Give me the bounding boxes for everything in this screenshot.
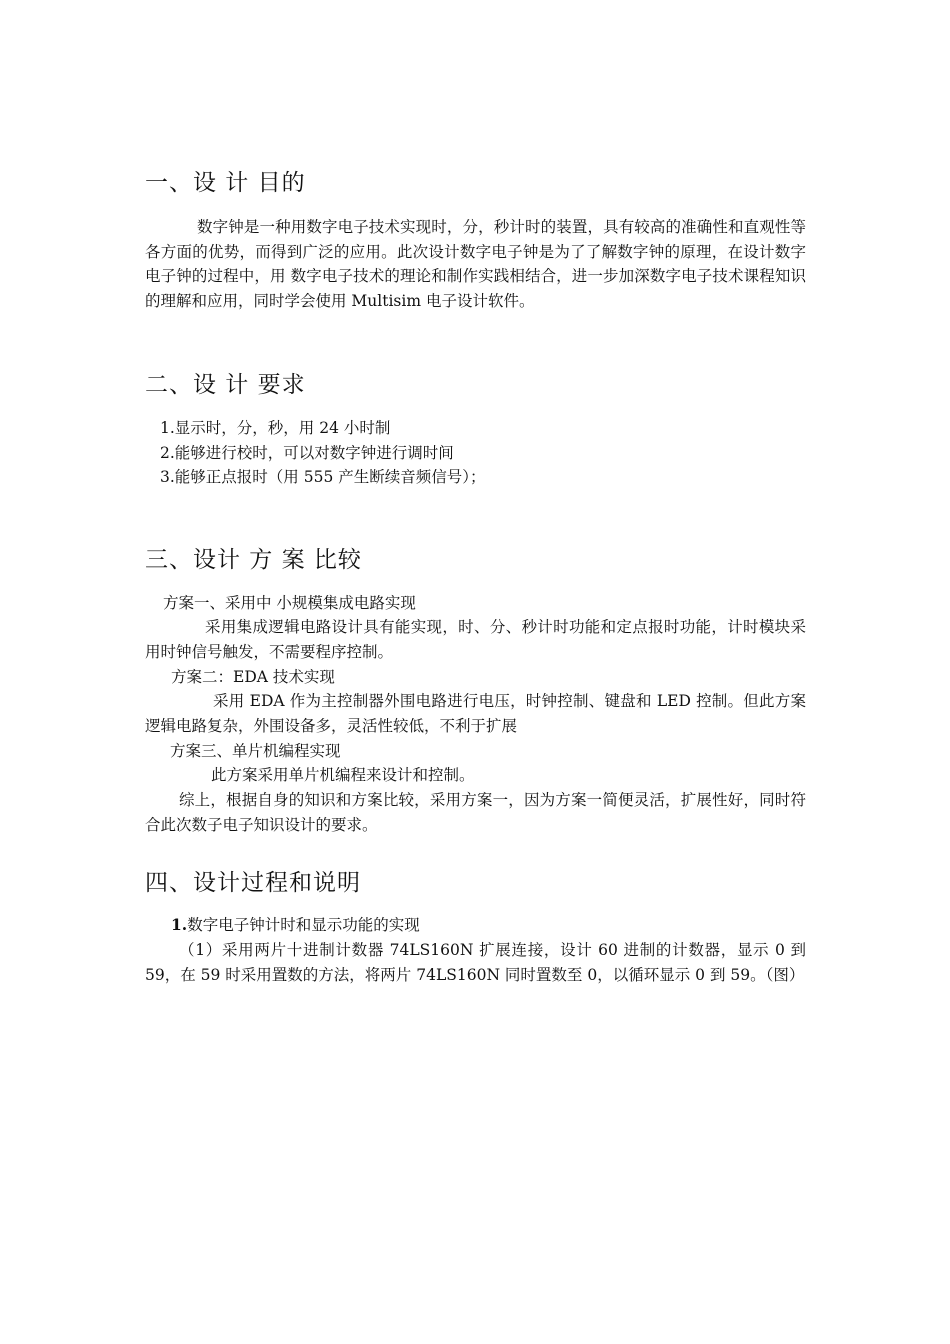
requirement-item: 2.能够进行校时，可以对数字钟进行调时间 [160, 444, 454, 462]
section-heading-process-description: 四、设计过程和说明 [145, 870, 361, 896]
plan-title: 方案三、单片机编程实现 [170, 742, 341, 760]
section-paragraph-design-purpose: 数字钟是一种用数字电子技术实现时，分，秒计时的装置，具有较高的准确性和直观性等各方面的优势，而得到广泛的应用。此次设计数字电子钟是为了了解数字钟的原理，在设计数字电子钟的过程中，用 数字电子技术的理论和制作实践相结合，进一步加深数字电子技术课程知识的理解和应用，同时学会使用 Multisim 电子设计软件。 [145, 218, 806, 310]
requirement-item: 3.能够正点报时（用 555 产生断续音频信号）； [160, 468, 486, 486]
plan-title: 方案二：EDA 技术实现 [171, 668, 335, 686]
plan-title: 方案一、采用中 小规模集成电路实现 [163, 594, 416, 612]
section-heading-design-purpose: 一、设 计 目的 [145, 170, 306, 196]
requirement-item: 1.显示时，分，秒，用 24 小时制 [160, 419, 391, 437]
section-heading-design-requirements: 二、设 计 要求 [145, 372, 306, 398]
plan-description: 此方案采用单片机编程来设计和控制。 [211, 766, 475, 784]
section-heading-plan-comparison: 三、设计 方 案 比较 [145, 547, 362, 573]
subsection-title-text: 数字电子钟计时和显示功能的实现 [187, 916, 420, 934]
subsection-paragraph: （1）采用两片十进制计数器 74LS160N 扩展连接，设计 60 进制的计数器，显示 0 到 59，在 59 时采用置数的方法，将两片 74LS160N 同时置数至 0，以循环显示 0 到 59。（图） [145, 941, 806, 984]
plan-summary: 综上，根据自身的知识和方案比较，采用方案一，因为方案一简便灵活，扩展性好，同时符合此次数子电子知识设计的要求。 [145, 791, 806, 834]
plan-description: 采用 EDA 作为主控制器外围电路进行电压，时钟控制、键盘和 LED 控制。但此方案逻辑电路复杂，外围设备多，灵活性较低，不利于扩展 [145, 692, 806, 735]
subsection-title [171, 913, 420, 937]
plan-description: 采用集成逻辑电路设计具有能实现，时、分、秒计时功能和定点报时功能，计时模块采用时钟信号触发，不需要程序控制。 [145, 618, 806, 661]
subsection-number: 1. [171, 915, 188, 934]
